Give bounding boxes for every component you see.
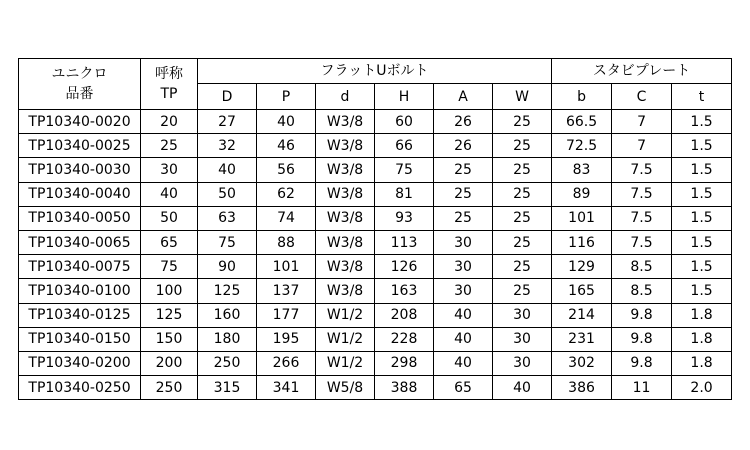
dim-A-cell: 30: [434, 255, 493, 279]
table-row: [19, 279, 732, 303]
part-number-cell: TP10340-0040: [19, 182, 141, 206]
table-row: [19, 303, 732, 327]
plate-t-cell: 1.5: [672, 255, 732, 279]
dim-d-cell: W3/8: [316, 110, 375, 134]
dim-D-cell: 90: [198, 255, 257, 279]
plate-C-cell: 7: [612, 110, 672, 134]
part-number-cell: TP10340-0065: [19, 230, 141, 254]
nominal-tp-cell: 250: [141, 376, 198, 400]
dim-P-cell: 62: [257, 182, 316, 206]
plate-t-cell: 1.5: [672, 206, 732, 230]
part-number-cell: TP10340-0075: [19, 255, 141, 279]
dim-A-cell: 40: [434, 303, 493, 327]
col-header-b: b: [552, 84, 612, 110]
nominal-tp-cell: 30: [141, 158, 198, 182]
dim-D-cell: 75: [198, 230, 257, 254]
part-number-header-line2: 品番: [65, 86, 94, 102]
plate-C-cell: 11: [612, 376, 672, 400]
col-header-d: d: [316, 84, 375, 110]
dim-d-cell: W3/8: [316, 255, 375, 279]
dim-W-cell: 40: [493, 376, 552, 400]
col-header-H: H: [375, 84, 434, 110]
part-number-cell: TP10340-0025: [19, 134, 141, 158]
plate-b-cell: 116: [552, 230, 612, 254]
plate-t-cell: 1.5: [672, 230, 732, 254]
dim-A-cell: 40: [434, 327, 493, 351]
dim-D-cell: 315: [198, 376, 257, 400]
dim-D-cell: 160: [198, 303, 257, 327]
dim-P-cell: 101: [257, 255, 316, 279]
nominal-tp-cell: 20: [141, 110, 198, 134]
part-number-cell: TP10340-0100: [19, 279, 141, 303]
col-header-W: W: [493, 84, 552, 110]
dim-D-cell: 125: [198, 279, 257, 303]
dim-A-cell: 30: [434, 230, 493, 254]
dim-d-cell: W3/8: [316, 206, 375, 230]
part-number-header: [19, 59, 141, 110]
dim-W-cell: 25: [493, 255, 552, 279]
dim-W-cell: 30: [493, 327, 552, 351]
dim-D-cell: 32: [198, 134, 257, 158]
dim-P-cell: 46: [257, 134, 316, 158]
dim-H-cell: 66: [375, 134, 434, 158]
part-number-cell: TP10340-0020: [19, 110, 141, 134]
plate-C-cell: 7.5: [612, 230, 672, 254]
dim-H-cell: 163: [375, 279, 434, 303]
table-row: [19, 327, 732, 351]
nominal-header-line1: 呼称: [155, 66, 183, 82]
plate-C-cell: 7.5: [612, 206, 672, 230]
dim-W-cell: 25: [493, 230, 552, 254]
dim-H-cell: 388: [375, 376, 434, 400]
dim-P-cell: 341: [257, 376, 316, 400]
nominal-tp-cell: 150: [141, 327, 198, 351]
dim-H-cell: 298: [375, 351, 434, 375]
plate-C-cell: 8.5: [612, 279, 672, 303]
plate-t-cell: 1.8: [672, 351, 732, 375]
dim-d-cell: W5/8: [316, 376, 375, 400]
plate-t-cell: 1.5: [672, 110, 732, 134]
plate-t-cell: 1.5: [672, 134, 732, 158]
plate-C-cell: 7: [612, 134, 672, 158]
table-body: [19, 110, 732, 400]
part-number-cell: TP10340-0150: [19, 327, 141, 351]
plate-b-cell: 101: [552, 206, 612, 230]
table-row: [19, 230, 732, 254]
dim-d-cell: W1/2: [316, 351, 375, 375]
bolt-group-header: フラットUボルト: [198, 59, 552, 84]
nominal-tp-cell: 100: [141, 279, 198, 303]
dim-W-cell: 25: [493, 182, 552, 206]
dim-H-cell: 93: [375, 206, 434, 230]
dim-P-cell: 195: [257, 327, 316, 351]
plate-t-cell: 2.0: [672, 376, 732, 400]
spec-table: [18, 58, 732, 400]
plate-t-cell: 1.8: [672, 303, 732, 327]
dim-H-cell: 75: [375, 158, 434, 182]
dim-d-cell: W3/8: [316, 158, 375, 182]
part-number-cell: TP10340-0125: [19, 303, 141, 327]
nominal-tp-cell: 125: [141, 303, 198, 327]
plate-b-cell: 89: [552, 182, 612, 206]
dim-W-cell: 30: [493, 303, 552, 327]
dim-D-cell: 63: [198, 206, 257, 230]
dim-A-cell: 65: [434, 376, 493, 400]
nominal-tp-cell: 25: [141, 134, 198, 158]
dim-A-cell: 25: [434, 158, 493, 182]
part-number-header-line1: ユニクロ: [51, 66, 108, 82]
dim-H-cell: 81: [375, 182, 434, 206]
table-row: [19, 182, 732, 206]
dim-W-cell: 25: [493, 134, 552, 158]
dim-D-cell: 27: [198, 110, 257, 134]
nominal-tp-cell: 40: [141, 182, 198, 206]
plate-b-cell: 231: [552, 327, 612, 351]
nominal-header: [141, 59, 198, 110]
table-row: [19, 158, 732, 182]
dim-W-cell: 25: [493, 279, 552, 303]
plate-C-cell: 7.5: [612, 182, 672, 206]
dim-P-cell: 88: [257, 230, 316, 254]
dim-D-cell: 40: [198, 158, 257, 182]
dim-A-cell: 30: [434, 279, 493, 303]
dim-H-cell: 113: [375, 230, 434, 254]
col-header-C: C: [612, 84, 672, 110]
dim-P-cell: 74: [257, 206, 316, 230]
plate-t-cell: 1.8: [672, 327, 732, 351]
dim-H-cell: 208: [375, 303, 434, 327]
dim-W-cell: 25: [493, 110, 552, 134]
plate-C-cell: 9.8: [612, 327, 672, 351]
plate-b-cell: 72.5: [552, 134, 612, 158]
nominal-header-line2: TP: [160, 86, 178, 102]
plate-b-cell: 302: [552, 351, 612, 375]
plate-group-header: スタビプレート: [552, 59, 732, 84]
dim-d-cell: W3/8: [316, 230, 375, 254]
nominal-tp-cell: 65: [141, 230, 198, 254]
dim-A-cell: 25: [434, 182, 493, 206]
dim-D-cell: 180: [198, 327, 257, 351]
dim-d-cell: W1/2: [316, 303, 375, 327]
plate-t-cell: 1.5: [672, 279, 732, 303]
plate-b-cell: 66.5: [552, 110, 612, 134]
dim-W-cell: 25: [493, 206, 552, 230]
part-number-cell: TP10340-0250: [19, 376, 141, 400]
dim-d-cell: W3/8: [316, 279, 375, 303]
dim-d-cell: W3/8: [316, 134, 375, 158]
table-row: [19, 351, 732, 375]
dim-P-cell: 40: [257, 110, 316, 134]
table-row: [19, 134, 732, 158]
plate-b-cell: 129: [552, 255, 612, 279]
part-number-cell: TP10340-0050: [19, 206, 141, 230]
table-row: [19, 376, 732, 400]
plate-t-cell: 1.5: [672, 182, 732, 206]
dim-H-cell: 126: [375, 255, 434, 279]
col-header-D: D: [198, 84, 257, 110]
dim-P-cell: 266: [257, 351, 316, 375]
plate-C-cell: 9.8: [612, 351, 672, 375]
dim-P-cell: 137: [257, 279, 316, 303]
plate-b-cell: 83: [552, 158, 612, 182]
table-row: [19, 206, 732, 230]
plate-C-cell: 9.8: [612, 303, 672, 327]
col-header-t: t: [672, 84, 732, 110]
part-number-cell: TP10340-0030: [19, 158, 141, 182]
dim-P-cell: 177: [257, 303, 316, 327]
part-number-cell: TP10340-0200: [19, 351, 141, 375]
nominal-tp-cell: 75: [141, 255, 198, 279]
plate-b-cell: 214: [552, 303, 612, 327]
plate-b-cell: 165: [552, 279, 612, 303]
dim-W-cell: 30: [493, 351, 552, 375]
table-row: [19, 110, 732, 134]
dim-A-cell: 25: [434, 206, 493, 230]
dim-d-cell: W1/2: [316, 327, 375, 351]
col-header-A: A: [434, 84, 493, 110]
dim-W-cell: 25: [493, 158, 552, 182]
plate-C-cell: 8.5: [612, 255, 672, 279]
dim-d-cell: W3/8: [316, 182, 375, 206]
dim-D-cell: 50: [198, 182, 257, 206]
dim-P-cell: 56: [257, 158, 316, 182]
nominal-tp-cell: 200: [141, 351, 198, 375]
dim-H-cell: 228: [375, 327, 434, 351]
plate-C-cell: 7.5: [612, 158, 672, 182]
dim-A-cell: 40: [434, 351, 493, 375]
dim-D-cell: 250: [198, 351, 257, 375]
dim-A-cell: 26: [434, 134, 493, 158]
plate-b-cell: 386: [552, 376, 612, 400]
col-header-P: P: [257, 84, 316, 110]
dim-A-cell: 26: [434, 110, 493, 134]
nominal-tp-cell: 50: [141, 206, 198, 230]
plate-t-cell: 1.5: [672, 158, 732, 182]
table-row: [19, 255, 732, 279]
dim-H-cell: 60: [375, 110, 434, 134]
